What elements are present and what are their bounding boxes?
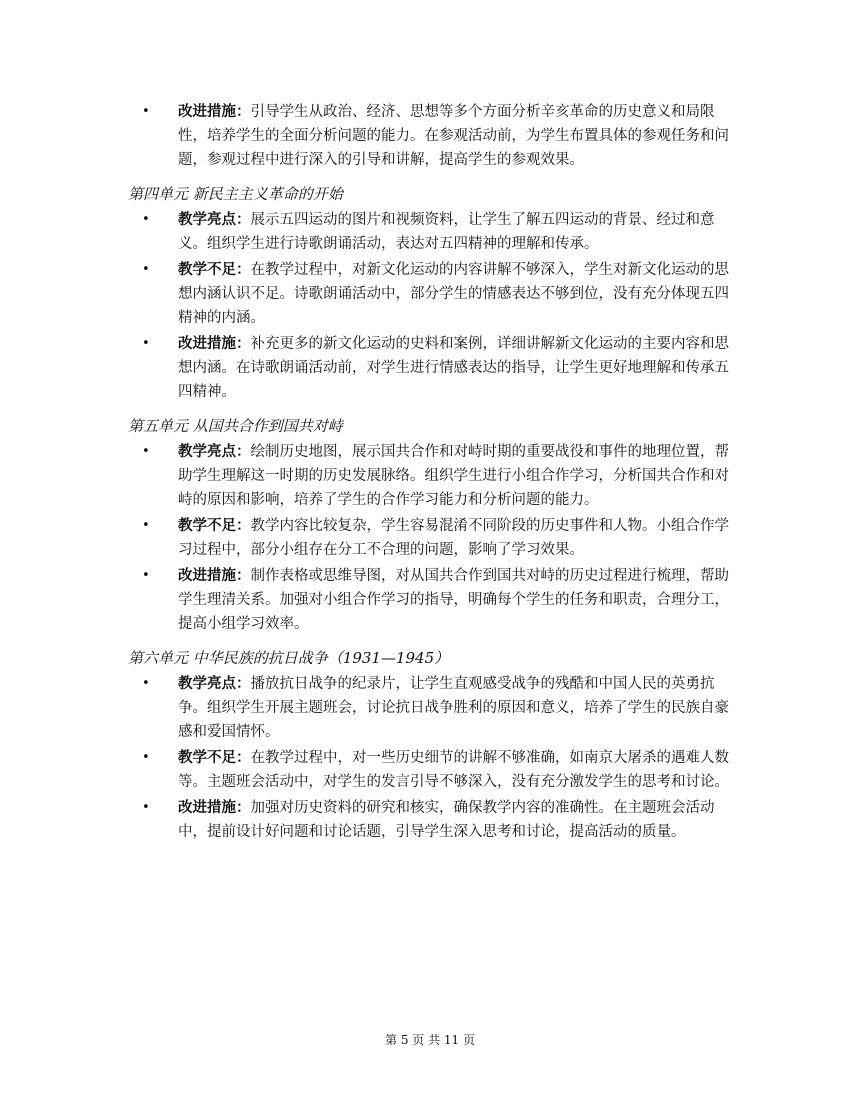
- bullet-icon: •: [142, 444, 150, 459]
- list-item: [128, 746, 740, 794]
- item-text: 加强对历史资料的研究和核实，确保教学内容的准确性。在主题班会活动中，提前设计好问题和讨论话题，引导学生深入思考和讨论，提高活动的质量。: [178, 800, 715, 840]
- item-label: 改进措施：: [178, 799, 251, 816]
- bullet-icon: •: [142, 676, 150, 691]
- bullet-icon: •: [142, 518, 150, 533]
- list-item: [128, 440, 740, 512]
- list-item: [128, 514, 740, 562]
- item-text: 在教学过程中，对一些历史细节的讲解不够准确，如南京大屠杀的遇难人数等。主题班会活动中，对学生的发言引导不够深入，没有充分激发学生的思考和讨论。: [178, 750, 729, 790]
- section-title-unit-4: 第四单元 新民主主义革命的开始: [128, 185, 343, 203]
- item-text: 制作表格或思维导图，对从国共合作到国共对峙的历史过程进行梳理，帮助学生理清关系。加强对小组合作学习的指导，明确每个学生的任务和职责，合理分工，提高小组学习效率。: [178, 568, 729, 632]
- section-title-unit-6: 第六单元 中华民族的抗日战争（1931—1945）: [128, 649, 450, 667]
- item-label: 教学不足：: [178, 261, 251, 278]
- bullet-icon: •: [142, 262, 150, 277]
- list-item: [128, 564, 740, 636]
- page-content: [128, 100, 740, 846]
- bullet-icon: •: [142, 336, 150, 351]
- list-item: [128, 672, 740, 744]
- item-label: 教学不足：: [178, 517, 251, 534]
- bullet-icon: •: [142, 568, 150, 583]
- list-item-intro: [128, 100, 740, 172]
- item-label: 教学亮点：: [178, 675, 251, 692]
- section-title-unit-5: 第五单元 从国共合作到国共对峙: [128, 417, 343, 435]
- item-label: 教学亮点：: [178, 211, 251, 228]
- item-text: 补充更多的新文化运动的史料和案例，详细讲解新文化运动的主要内容和思想内涵。在诗歌朗诵活动前，对学生进行情感表达的指导，让学生更好地理解和传承五四精神。: [178, 336, 729, 400]
- item-text: 在教学过程中，对新文化运动的内容讲解不够深入，学生对新文化运动的思想内涵认识不足。诗歌朗诵活动中，部分学生的情感表达不够到位，没有充分体现五四精神的内涵。: [178, 262, 729, 326]
- item-label: 改进措施：: [178, 103, 251, 120]
- bullet-icon: •: [142, 750, 150, 765]
- list-item: [128, 258, 740, 330]
- list-item: [128, 332, 740, 404]
- page-footer: 第 5 页 共 11 页: [385, 1033, 475, 1047]
- item-text: 播放抗日战争的纪录片，让学生直观感受战争的残酷和中国人民的英勇抗争。组织学生开展主题班会，讨论抗日战争胜利的原因和意义，培养了学生的民族自豪感和爱国情怀。: [178, 676, 729, 740]
- list-item: [128, 796, 740, 844]
- item-label: 改进措施：: [178, 567, 251, 584]
- item-text: 展示五四运动的图片和视频资料，让学生了解五四运动的背景、经过和意义。组织学生进行诗歌朗诵活动，表达对五四精神的理解和传承。: [178, 212, 715, 252]
- item-label: 教学亮点：: [178, 443, 251, 460]
- item-text: 绘制历史地图，展示国共合作和对峙时期的重要战役和事件的地理位置，帮助学生理解这一时期的历史发展脉络。组织学生进行小组合作学习，分析国共合作和对峙的原因和影响，培养了学生的合作学习能力和分析问题的能力。: [178, 444, 729, 508]
- bullet-icon: •: [142, 104, 150, 119]
- bullet-icon: •: [142, 212, 150, 227]
- item-label: 教学不足：: [178, 749, 251, 766]
- bullet-icon: •: [142, 800, 150, 815]
- list-item: [128, 208, 740, 256]
- item-label: 改进措施：: [178, 335, 251, 352]
- item-text: 引导学生从政治、经济、思想等多个方面分析辛亥革命的历史意义和局限性，培养学生的全面分析问题的能力。在参观活动前，为学生布置具体的参观任务和问题，参观过程中进行深入的引导和讲解，提高学生的参观效果。: [178, 104, 729, 168]
- item-text: 教学内容比较复杂，学生容易混淆不同阶段的历史事件和人物。小组合作学习过程中，部分小组存在分工不合理的问题，影响了学习效果。: [178, 518, 729, 558]
